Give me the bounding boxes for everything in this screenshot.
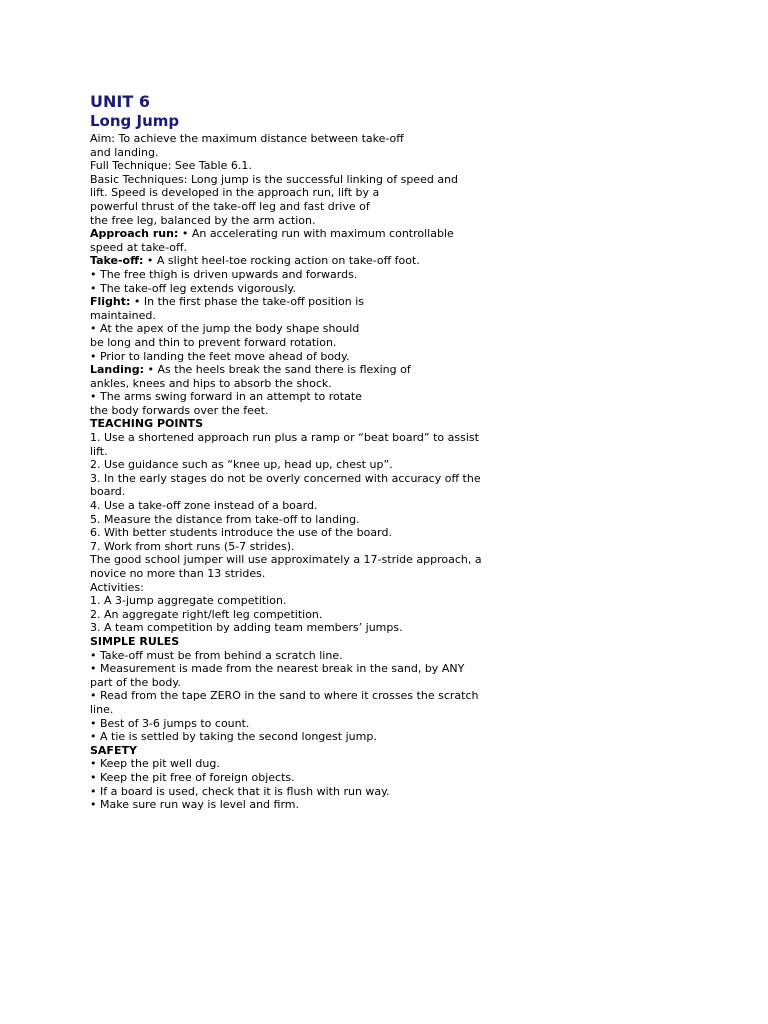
text-line	[90, 553, 510, 567]
document-body	[90, 132, 510, 812]
line-text: 2. An aggregate right/left leg competition.	[90, 607, 323, 621]
text-line	[90, 594, 510, 608]
line-text: • Prior to landing the feet move ahead of body.	[90, 349, 350, 363]
line-text: • A slight heel-toe rocking action on take-off foot.	[143, 254, 420, 268]
text-line	[90, 431, 510, 445]
text-line	[90, 445, 510, 459]
text-line	[90, 173, 510, 187]
text-line	[90, 132, 510, 146]
line-text: 7. Work from short runs (5-7 strides).	[90, 539, 295, 553]
section-title: Long Jump	[90, 112, 180, 130]
line-text: • The free thigh is driven upwards and forwards.	[90, 267, 358, 281]
text-line	[90, 186, 510, 200]
line-text: be long and thin to prevent forward rotation.	[90, 335, 337, 349]
line-text: • Best of 3-6 jumps to count.	[90, 716, 250, 730]
line-text: • At the apex of the jump the body shape should	[90, 322, 360, 336]
text-line	[90, 295, 510, 309]
line-text: maintained.	[90, 308, 156, 322]
text-line	[90, 689, 510, 703]
text-line	[90, 322, 510, 336]
text-line	[90, 241, 510, 255]
text-line	[90, 336, 510, 350]
line-text: and landing.	[90, 145, 159, 159]
text-line	[90, 472, 510, 486]
text-line	[90, 363, 510, 377]
text-line	[90, 159, 510, 173]
text-line	[90, 526, 510, 540]
text-line	[90, 309, 510, 323]
line-heading: SAFETY	[90, 743, 137, 757]
text-line	[90, 662, 510, 676]
line-text: • Make sure run way is level and firm.	[90, 798, 300, 812]
text-line	[90, 608, 510, 622]
line-heading: TEACHING POINTS	[90, 417, 204, 431]
line-text: • As the heels break the sand there is flexing of	[144, 363, 411, 377]
text-line	[90, 227, 510, 241]
line-text: 1. Use a shortened approach run plus a ramp or “beat board” to assist	[90, 431, 479, 445]
text-line	[90, 214, 510, 228]
unit-title: UNIT 6	[90, 92, 150, 111]
text-line	[90, 676, 510, 690]
line-text: 1. A 3-jump aggregate competition.	[90, 594, 287, 608]
line-text: • Keep the pit well dug.	[90, 757, 220, 771]
text-line	[90, 499, 510, 513]
line-text: speed at take-off.	[90, 240, 188, 254]
line-text: • Take-off must be from behind a scratch line.	[90, 648, 343, 662]
line-text: Full Technique: See Table 6.1.	[90, 159, 252, 173]
text-line	[90, 404, 510, 418]
line-heading: Approach run:	[90, 227, 179, 241]
text-line	[90, 567, 510, 581]
line-text: • If a board is used, check that it is flush with run way.	[90, 784, 390, 798]
text-line	[90, 717, 510, 731]
line-text: ankles, knees and hips to absorb the shock.	[90, 376, 332, 390]
line-text: board.	[90, 485, 126, 499]
text-line	[90, 744, 510, 758]
text-line	[90, 757, 510, 771]
line-heading: Landing:	[90, 363, 145, 377]
text-line	[90, 417, 510, 431]
text-line	[90, 730, 510, 744]
line-heading: Flight:	[90, 295, 131, 309]
text-line	[90, 798, 510, 812]
line-text: 2. Use guidance such as “knee up, head up, chest up”.	[90, 458, 393, 472]
text-line	[90, 146, 510, 160]
line-text: • A tie is settled by taking the second longest jump.	[90, 730, 377, 744]
text-line	[90, 785, 510, 799]
line-text: • Measurement is made from the nearest break in the sand, by ANY	[90, 662, 465, 676]
line-text: • In the first phase the take-off position is	[130, 295, 365, 309]
line-text: Basic Techniques: Long jump is the successful linking of speed and	[90, 172, 459, 186]
line-text: • An accelerating run with maximum controllable	[178, 227, 454, 241]
line-heading: SIMPLE RULES	[90, 634, 180, 648]
text-line	[90, 649, 510, 663]
line-text: the body forwards over the feet.	[90, 403, 269, 417]
text-line	[90, 350, 510, 364]
line-text: • Keep the pit free of foreign objects.	[90, 770, 295, 784]
text-line	[90, 635, 510, 649]
line-text: 3. A team competition by adding team members’ jumps.	[90, 621, 403, 635]
text-line	[90, 540, 510, 554]
text-line	[90, 621, 510, 635]
line-text: line.	[90, 702, 114, 716]
text-line	[90, 282, 510, 296]
text-line	[90, 581, 510, 595]
line-heading: Take-off:	[90, 254, 144, 268]
line-text: • The take-off leg extends vigorously.	[90, 281, 296, 295]
line-text: • The arms swing forward in an attempt to rotate	[90, 390, 362, 404]
line-text: 3. In the early stages do not be overly concerned with accuracy off the	[90, 471, 481, 485]
text-line	[90, 513, 510, 527]
text-line	[90, 254, 510, 268]
line-text: 5. Measure the distance from take-off to landing.	[90, 512, 360, 526]
line-text: Aim: To achieve the maximum distance between take-off	[90, 132, 404, 145]
line-text: the free leg, balanced by the arm action.	[90, 213, 316, 227]
text-line	[90, 485, 510, 499]
line-text: • Read from the tape ZERO in the sand to where it crosses the scratch	[90, 689, 479, 703]
line-text: Activities:	[90, 580, 144, 594]
line-text: powerful thrust of the take-off leg and fast drive of	[90, 199, 370, 213]
text-line	[90, 458, 510, 472]
line-text: part of the body.	[90, 675, 181, 689]
text-line	[90, 390, 510, 404]
line-text: 6. With better students introduce the use of the board.	[90, 526, 392, 540]
document-page	[90, 92, 510, 812]
text-line	[90, 771, 510, 785]
line-text: lift. Speed is developed in the approach run, lift by a	[90, 186, 380, 200]
text-line	[90, 268, 510, 282]
line-text: 4. Use a take-off zone instead of a board.	[90, 499, 318, 513]
text-line	[90, 377, 510, 391]
text-line	[90, 200, 510, 214]
line-text: novice no more than 13 strides.	[90, 567, 266, 580]
line-text: lift.	[90, 444, 108, 458]
text-line	[90, 703, 510, 717]
line-text: The good school jumper will use approximately a 17-stride approach, a	[90, 553, 482, 567]
